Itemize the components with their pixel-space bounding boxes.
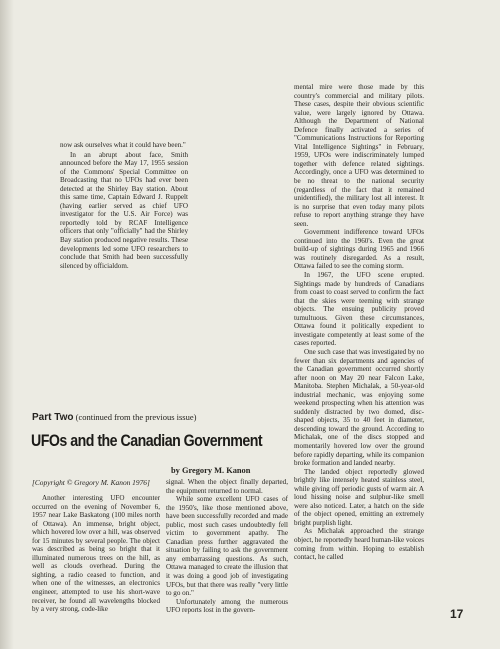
part-heading (32, 412, 196, 423)
copyright-notice: [Copyright © Gregory M. Kanon 1976] (32, 478, 150, 487)
article-title: UFOs and the Canadian Government (31, 432, 263, 450)
part-note: (continued from the previous issue) (75, 412, 197, 422)
paragraph: signal. When the object finally departed, the equipment returned to normal. (166, 478, 288, 495)
paragraph: In an abrupt about face, Smith announced before the May 17, 1955 session of the Commons' Special Committee on Broadcasting that no UFOs had ever been detected at the Shirley Bay station. About this same time, Captain Edward J. Ruppelt (having earlier served as chief UFO investigator for the U.S. Air Force) was reportedly told by RCAF Intelligence officers that only "officially" had the Shirley Bay station produced negative results. These developments led some UFO researchers to conclude that Smith had been successfully silenced by officialdom. (60, 150, 188, 270)
article-column-left-top (60, 141, 188, 270)
paragraph: As Michalak approached the strange object, he reportedly heard human-like voices coming from within. Hoping to establish contact, he called (294, 527, 425, 562)
paragraph: Unfortunately among the numerous UFO reports lost in the govern- (166, 597, 288, 615)
paragraph: Another interesting UFO encounter occurred on the evening of November 6, 1957 near Lake Baskatong (100 miles north of Ottawa). An immense, bright object, which hovered low over a hill, was observed for 15 minutes by several people. The object was described as being so bright that it illuminated numerous trees on the hill, as well as clouds overhead. During the sighting, a radio ceased to function, and when one of the witnesses, an electronics engineer, attempted to use his short-wave receiver, he found all wavelengths blocked by a very strong, code-like (32, 494, 160, 614)
paragraph: One such case that was investigated by no fewer than six departments and agencies of the Canadian government occurred shortly after noon on May 20 near Falcon Lake, Manitoba. Stephen Michalak, a 50-year-old industrial mechanic, was enjoying some weekend prospecting when his attention was suddenly distracted by two domed, disc-shaped objects, 35 to 40 feet in diameter, descending toward the ground. According to Michalak, one of the discs stopped and momentarily hovered low over the ground before rapidly departing, while its companion broke formation and landed nearby. (294, 347, 424, 468)
article-column-bottom-1 (32, 494, 160, 614)
article-column-bottom-2 (166, 478, 288, 615)
paragraph: While some excellent UFO cases of the 1950's, like those mentioned above, have been successfully recorded and made public, most such cases undoubtedly fell victim to government apathy. The Canadian press further aggravated the situation by failing to ask the government any embarrassing questions. As such, Ottawa managed to create the illusion that it was doing a good job of investigating UFOs, but that there was really "very little to go on." (166, 495, 288, 598)
article-column-right (294, 83, 424, 562)
paragraph: The landed object reportedly glowed brightly like intensely heated stainless steel, while giving off periodic gusts of warm air. A loud hissing noise and sulphur-like smell were also noticed. Later, a hatch on the side of the object opened, emitting an extremely bright purplish light. (294, 467, 424, 527)
paragraph: Government indifference toward UFOs continued into the 1960's. Even the great build-up of sightings during 1965 and 1966 was routinely disregarded. As a result, Ottawa failed to see the coming storm. (294, 228, 424, 271)
paragraph: In 1967, the UFO scene erupted. Sightings made by hundreds of Canadians from coast to coast served to confirm the fact that the skies were teeming with strange objects. The ensuing publicity proved tumultuous. Given these circumstances, Ottawa found it politically expedient to investigate competently at least some of the cases reported. (294, 271, 424, 348)
paragraph: now ask ourselves what it could have been." (60, 141, 186, 149)
paragraph: mental mire were those made by this country's commercial and military pilots. These cases, despite their obvious scientific value, were largely ignored by Ottawa. Although the Department of National Defence finally activated a series of "Communications Instructions for Reporting Vital Intelligence Sightings" in February, 1959, UFOs were indiscriminately lumped together with defence related sightings. Accordingly, once a UFO was determined to be no threat to the national security (regardless of the fact that it remained unidentified), the military lost all interest. It is no surprise that even today many pilots refuse to report anything strange they have seen. (294, 83, 424, 228)
page-number: 17 (450, 607, 464, 621)
part-label: Part Two (32, 412, 74, 423)
article-byline: by Gregory M. Kanon (171, 466, 251, 475)
page-binding-shadow (0, 0, 14, 649)
